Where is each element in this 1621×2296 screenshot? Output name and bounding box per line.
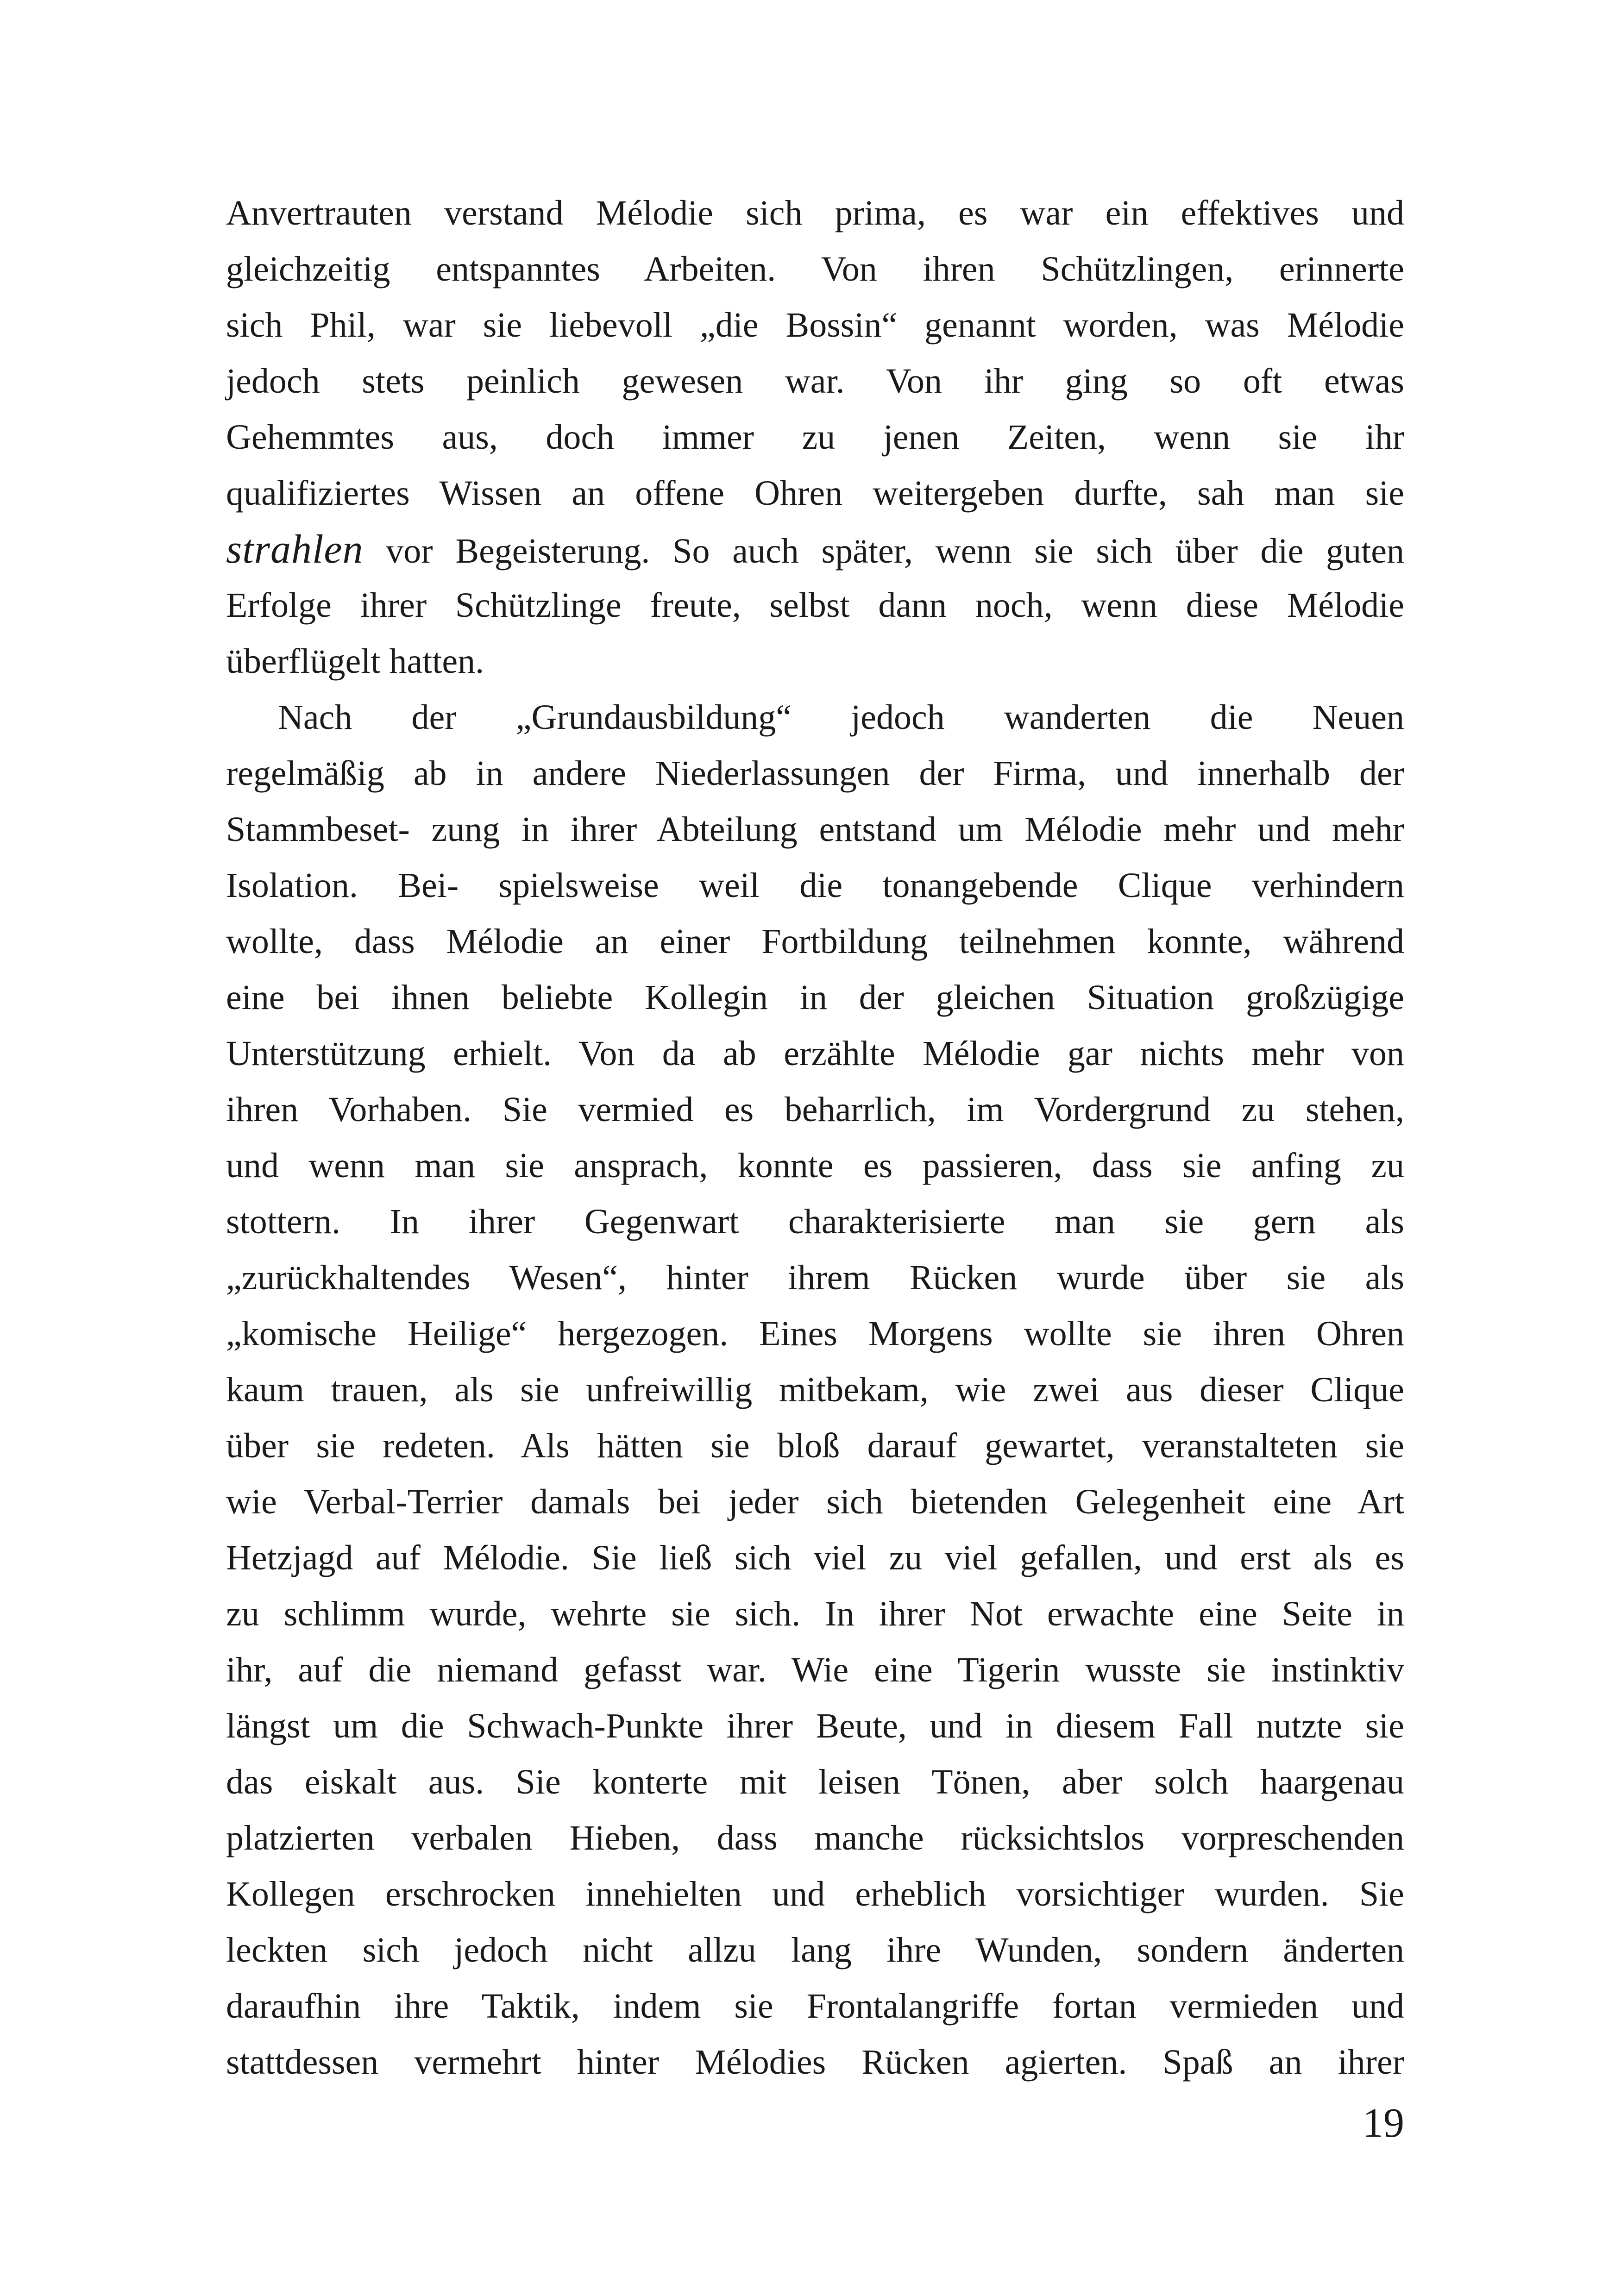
text-line: leckten sich jedoch nicht allzu lang ihre Wunden, sondern änderten — [226, 1931, 1404, 1970]
text-line: Hetzjagd auf Mélodie. Sie ließ sich viel zu viel gefallen, und erst als es — [226, 1538, 1404, 1577]
text-line: daraufhin ihre Taktik, indem sie Frontalangriffe fortan vermieden und — [226, 1987, 1404, 2026]
text-line: stattdessen vermehrt hinter Mélodies Rücken agierten. Spaß an ihrer — [226, 2043, 1404, 2082]
text-line: sich Phil, war sie liebevoll „die Bossin“ genannt worden, was Mélodie — [226, 306, 1404, 345]
text-line: qualifiziertes Wissen an offene Ohren weitergeben durfte, sah man sie — [226, 474, 1404, 513]
text-line: kaum trauen, als sie unfreiwillig mitbekam, wie zwei aus dieser Clique — [226, 1370, 1404, 1409]
text-line: Erfolge ihrer Schützlinge freute, selbst dann noch, wenn diese Mélodie — [226, 586, 1404, 625]
text-line: Anvertrauten verstand Mélodie sich prima, es war ein effektives und — [226, 194, 1404, 232]
text-line: Unterstützung erhielt. Von da ab erzählte Mélodie gar nichts mehr von — [226, 1034, 1404, 1073]
text-line: Gehemmtes aus, doch immer zu jenen Zeiten, wenn sie ihr — [226, 418, 1404, 457]
text-line: stottern. In ihrer Gegenwart charakterisierte man sie gern als — [226, 1202, 1404, 1241]
text-line: eine bei ihnen beliebte Kollegin in der gleichen Situation großzügige — [226, 978, 1404, 1017]
text-line: wollte, dass Mélodie an einer Fortbildung teilnehmen konnte, während — [226, 922, 1404, 961]
text-line: „zurückhaltendes Wesen“, hinter ihrem Rücken wurde über sie als — [226, 1258, 1404, 1297]
text-line: überflügelt hatten. — [226, 642, 484, 681]
body-text — [226, 185, 1404, 2090]
text-line: wie Verbal-Terrier damals bei jeder sich bietenden Gelegenheit eine Art — [226, 1482, 1404, 1521]
text-line: das eiskalt aus. Sie konterte mit leisen Tönen, aber solch haargenau — [226, 1763, 1404, 1801]
text-line: Isolation. Bei- spielsweise weil die tonangebende Clique verhindern — [226, 866, 1404, 905]
text-line: zu schlimm wurde, wehrte sie sich. In ihrer Not erwachte eine Seite in — [226, 1594, 1404, 1633]
page-number: 19 — [1363, 2100, 1404, 2146]
text-line: und wenn man sie ansprach, konnte es passieren, dass sie anfing zu — [226, 1146, 1404, 1185]
text-line: über sie redeten. Als hätten sie bloß darauf gewartet, veranstalteten sie — [226, 1426, 1404, 1465]
text-line: ihren Vorhaben. Sie vermied es beharrlich, im Vordergrund zu stehen, — [226, 1090, 1404, 1129]
text-line: platzierten verbalen Hieben, dass manche rücksichtslos vorpreschenden — [226, 1819, 1404, 1857]
text-line: längst um die Schwach-Punkte ihrer Beute, und in diesem Fall nutzte sie — [226, 1706, 1404, 1745]
text-line: Stammbeset- zung in ihrer Abteilung entstand um Mélodie mehr und mehr — [226, 810, 1404, 849]
text-line: Nach der „Grundausbildung“ jedoch wanderten die Neuen — [278, 698, 1404, 737]
text-line — [226, 521, 1404, 577]
text-line: Kollegen erschrocken innehielten und erheblich vorsichtiger wurden. Sie — [226, 1875, 1404, 1913]
text-line: jedoch stets peinlich gewesen war. Von ihr ging so oft etwas — [226, 362, 1404, 401]
text-fragment: vor Begeisterung. So auch später, wenn sie sich über die guten — [363, 532, 1404, 571]
text-line: ihr, auf die niemand gefasst war. Wie eine Tigerin wusste sie instinktiv — [226, 1650, 1404, 1689]
text-line: gleichzeitig entspanntes Arbeiten. Von ihren Schützlingen, erinnerte — [226, 250, 1404, 289]
emphasized-word: strahlen — [226, 527, 364, 572]
text-line: regelmäßig ab in andere Niederlassungen der Firma, und innerhalb der — [226, 754, 1404, 793]
text-line: „komische Heilige“ hergezogen. Eines Morgens wollte sie ihren Ohren — [226, 1314, 1404, 1353]
